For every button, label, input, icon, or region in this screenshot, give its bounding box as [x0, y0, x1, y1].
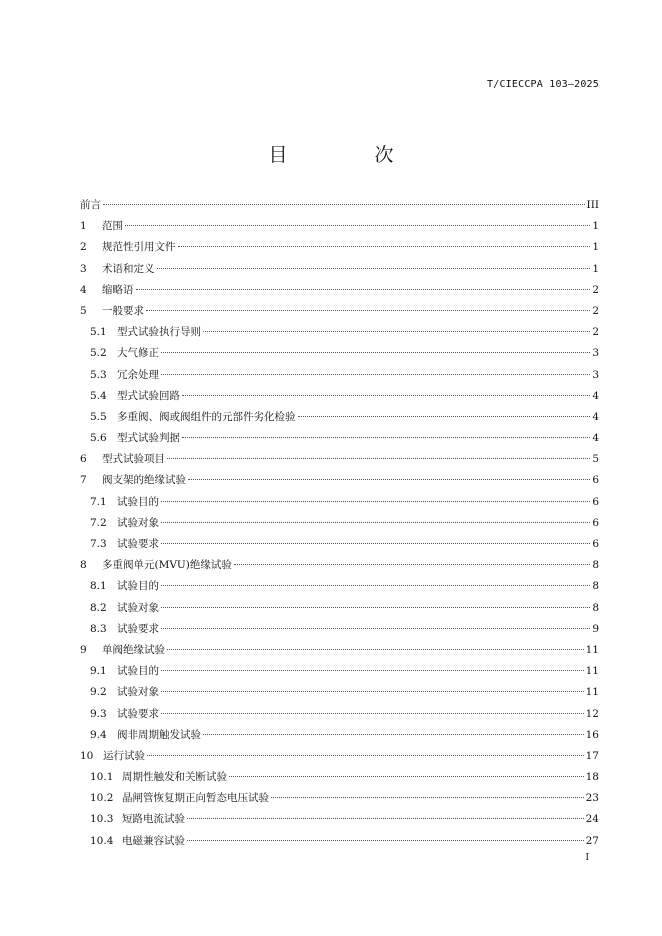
dot-leader [146, 310, 590, 311]
toc-entry-label: 试验目的 [117, 665, 159, 678]
toc-entry-number: 7.2 [90, 516, 107, 529]
toc-entry-page: 4 [592, 410, 599, 423]
toc-entry-page: 2 [592, 304, 599, 317]
toc-entry-page: 24 [585, 813, 599, 826]
dot-leader [125, 225, 590, 226]
toc-entry-page: 16 [585, 728, 599, 741]
toc-entry[interactable] [80, 788, 599, 809]
toc-entry-number: 5.5 [90, 410, 107, 423]
toc-entry[interactable] [80, 428, 599, 449]
dot-leader [188, 479, 590, 480]
toc-entry[interactable] [80, 301, 599, 322]
dot-leader [271, 797, 584, 798]
toc-entry[interactable] [80, 661, 599, 682]
toc-entry[interactable] [80, 831, 599, 852]
toc-entry-number: 9.3 [90, 707, 107, 720]
dot-leader [147, 755, 584, 756]
toc-entry-page: 1 [592, 241, 599, 254]
toc-entry-page: 4 [592, 389, 599, 402]
toc-entry-label: 冗余处理 [117, 368, 159, 381]
dot-leader [161, 585, 590, 586]
toc-entry-label: 术语和定义 [102, 262, 155, 275]
dot-leader [187, 818, 584, 819]
standard-code: T/CIECCPA 103—2025 [487, 79, 599, 90]
toc-entry-page: 6 [592, 538, 599, 550]
toc-entry-label: 短路电流试验 [122, 813, 185, 826]
dot-leader [157, 268, 591, 269]
dot-leader [161, 522, 590, 523]
toc-entry-page: 9 [592, 622, 599, 635]
toc-entry-number: 10.1 [90, 771, 114, 784]
toc-entry[interactable] [80, 386, 599, 407]
toc-entry-label: 试验目的 [117, 495, 159, 508]
toc-entry-number: 10 [80, 749, 94, 762]
toc-entry[interactable] [80, 365, 599, 386]
toc-entry-number: 7 [80, 474, 87, 487]
toc-entry[interactable] [80, 259, 599, 280]
toc-entry-number: 5.3 [90, 368, 107, 381]
toc-entry-label: 试验对象 [117, 601, 159, 614]
toc-entry-number: 9.4 [90, 728, 107, 741]
toc-entry[interactable] [80, 746, 599, 767]
toc-entry[interactable] [80, 322, 599, 343]
dot-leader [136, 289, 591, 290]
toc-entry-number: 8.3 [90, 622, 107, 635]
dot-leader [161, 543, 590, 544]
toc-entry-label: 试验要求 [117, 707, 159, 720]
toc-entry[interactable] [80, 767, 599, 788]
toc-entry-page: 4 [592, 432, 599, 445]
toc-entry-page: 6 [592, 495, 599, 508]
dot-leader [161, 713, 584, 714]
page-number: I [585, 853, 589, 863]
toc-entry-page: 27 [585, 834, 599, 847]
toc-entry-label: 试验对象 [117, 686, 159, 699]
toc-entry-page: 8 [592, 601, 599, 614]
toc-entry[interactable] [80, 195, 599, 216]
toc-entry-label: 电磁兼容试验 [122, 834, 185, 847]
toc-entry-label: 范围 [102, 220, 123, 233]
toc-entry-page: 11 [585, 643, 599, 656]
toc-entry-label: 规范性引用文件 [102, 241, 176, 254]
toc-entry-page: 23 [585, 792, 599, 805]
toc-entry[interactable] [80, 407, 599, 428]
dot-leader [229, 776, 584, 777]
toc-entry-label: 阀非周期触发试验 [117, 728, 201, 741]
dot-leader [203, 331, 590, 332]
toc-entry-number: 5.2 [90, 347, 107, 360]
toc-entry-number: 4 [80, 283, 87, 296]
toc-entry[interactable] [80, 534, 599, 555]
toc-entry-label: 多重阀单元(MVU)绝缘试验 [102, 559, 232, 572]
toc-entry[interactable] [80, 576, 599, 597]
toc-entry-number: 1 [80, 220, 87, 233]
toc-entry-label: 前言 [80, 199, 101, 211]
toc-entry-label: 阀支架的绝缘试验 [102, 474, 186, 487]
dot-leader [298, 416, 591, 417]
toc-entry-page: 8 [592, 559, 599, 572]
toc-entry[interactable] [80, 682, 599, 703]
toc-entry-page: 18 [585, 771, 599, 784]
toc-entry-label: 晶闸管恢复期正向暂态电压试验 [122, 792, 269, 805]
toc-entry-number: 5 [80, 304, 87, 317]
toc-entry-page: 5 [592, 453, 599, 466]
toc-entry-label: 试验对象 [117, 516, 159, 529]
toc-entry-page: 2 [592, 326, 599, 339]
toc-entry[interactable] [80, 513, 599, 534]
toc-entry-number: 8.2 [90, 601, 107, 614]
dot-leader [187, 840, 584, 841]
toc-entry[interactable] [80, 704, 599, 725]
dot-leader [161, 374, 590, 375]
toc-entry-page: 17 [585, 749, 599, 762]
toc-entry-number: 3 [80, 262, 87, 275]
dot-leader [161, 628, 590, 629]
toc-entry-label: 运行试验 [103, 749, 145, 762]
toc-entry-label: 缩略语 [102, 283, 134, 296]
toc-entry-number: 10.4 [90, 834, 114, 847]
toc-entry-label: 单阀绝缘试验 [102, 643, 165, 656]
toc-entry[interactable] [80, 343, 599, 364]
toc-entry[interactable] [80, 470, 599, 491]
toc-entry-number: 7.1 [90, 495, 107, 508]
toc-entry-page: 11 [585, 665, 599, 678]
toc-entry[interactable] [80, 216, 599, 237]
toc-entry[interactable] [80, 492, 599, 513]
dot-leader [167, 649, 584, 650]
page-title: 目 次 [268, 144, 428, 166]
toc-entry-number: 8.1 [90, 580, 107, 593]
toc-entry-page: 3 [592, 347, 599, 360]
toc-entry[interactable] [80, 598, 599, 619]
toc-entry-number: 7.3 [90, 538, 107, 550]
toc-entry-page: III [586, 199, 599, 211]
dot-leader [103, 204, 585, 205]
toc-entry[interactable] [80, 555, 599, 576]
toc-entry-page: 11 [585, 686, 599, 699]
dot-leader [161, 352, 590, 353]
toc-entry-page: 12 [585, 707, 599, 720]
toc-entry[interactable] [80, 640, 599, 661]
toc-entry-number: 6 [80, 453, 87, 466]
toc-entry-number: 5.1 [90, 326, 107, 339]
toc-entry-number: 9.2 [90, 686, 107, 699]
toc-entry-label: 试验要求 [117, 538, 159, 550]
toc-entry-label: 试验目的 [117, 580, 159, 593]
toc-entry[interactable] [80, 280, 599, 301]
toc-entry-page: 1 [592, 220, 599, 233]
dot-leader [161, 691, 584, 692]
toc-entry-label: 型式试验判据 [117, 432, 180, 445]
toc-entry-page: 8 [592, 580, 599, 593]
dot-leader [161, 501, 590, 502]
toc-entry[interactable] [80, 809, 599, 830]
toc-entry-label: 型式试验项目 [102, 453, 165, 466]
toc-entry-page: 2 [592, 283, 599, 296]
toc-entry-label: 多重阀、阀或阀组件的元部件劣化检验 [117, 410, 296, 423]
toc-entry-label: 一般要求 [102, 304, 144, 317]
toc-entry[interactable] [80, 237, 599, 258]
toc-entry-page: 3 [592, 368, 599, 381]
toc-entry-label: 型式试验执行导则 [117, 326, 201, 339]
toc-entry-number: 2 [80, 241, 87, 254]
toc-entry-number: 10.2 [90, 792, 114, 805]
toc-entry-page: 6 [592, 474, 599, 487]
toc-entry-number: 9.1 [90, 665, 107, 678]
table-of-contents [80, 195, 599, 852]
toc-entry-page: 1 [592, 262, 599, 275]
toc-entry-label: 大气修正 [117, 347, 159, 360]
toc-entry-number: 5.6 [90, 432, 107, 445]
toc-entry-number: 5.4 [90, 389, 107, 402]
dot-leader [234, 564, 590, 565]
dot-leader [178, 246, 591, 247]
dot-leader [182, 437, 590, 438]
dot-leader [161, 607, 590, 608]
toc-entry-label: 试验要求 [117, 622, 159, 635]
dot-leader [167, 458, 590, 459]
toc-entry-label: 周期性触发和关断试验 [122, 771, 227, 784]
dot-leader [203, 734, 584, 735]
dot-leader [182, 395, 590, 396]
toc-entry[interactable] [80, 619, 599, 640]
toc-entry-page: 6 [592, 516, 599, 529]
toc-entry-number: 8 [80, 559, 87, 572]
toc-entry[interactable] [80, 449, 599, 470]
toc-entry-number: 9 [80, 643, 87, 656]
toc-entry[interactable] [80, 725, 599, 746]
dot-leader [161, 670, 584, 671]
toc-entry-label: 型式试验回路 [117, 389, 180, 402]
toc-entry-number: 10.3 [90, 813, 114, 826]
